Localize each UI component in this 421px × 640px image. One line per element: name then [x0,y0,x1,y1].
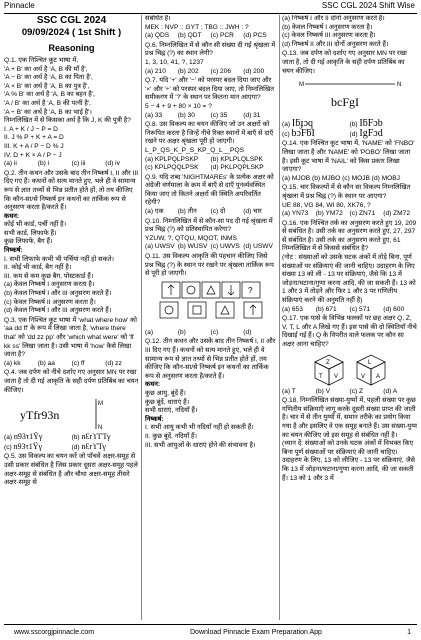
answer-option: (b) 30 [177,111,195,119]
answer-option: (a) निष्कर्ष I और II दोनों अनुसरण करते हैं। [282,15,385,22]
answer-option: (b) IƃFɔb [349,118,383,130]
answer-options [145,68,276,77]
conclusion: I. सभी लिफाफे कभी भी पर्चियां नहीं हो सकते। [4,255,114,263]
svg-text:V: V [333,373,338,380]
svg-text:T: T [318,373,323,380]
answer-options: (a) MJOB (b) MJBO (c) MOJB (d) MOBJ [282,174,400,182]
answer-option: (d) चार [243,208,262,216]
section-heading: Reasoning [48,43,95,53]
question-6 [145,42,276,76]
question-line: Q.10. निम्नलिखित में से कौन-सा पद दी गई श्रृंखला में प्रश्न चिह्न (?) को प्रतिस्थापित करेगा? [145,217,273,234]
column-3 [282,15,417,620]
statement: III. K + A / P − D % J [4,142,64,150]
mirror-figure [282,78,417,118]
question-1 [4,57,139,169]
answer-option: (c) केवल निष्कर्ष II अनुसरण करता है। [4,298,96,306]
answer-option: (a) एक [145,208,164,216]
statement: IV. D + K × A / P − J [4,151,62,159]
footer-website-link[interactable]: www.sscorgjpinnacle.com [14,629,95,636]
conclusions-heading: निष्कर्ष: [145,415,164,423]
column-divider [141,15,142,620]
answer-option: (c) Z [349,387,364,395]
paper-subtitle: 09/09/2024 ( 1st Shift ) [21,27,122,38]
question-15 [282,184,417,218]
question-line: MEK : NVP :: GYT : TBG :: JWH : ? [145,23,249,31]
answer-option: (b) i [37,160,50,168]
answer-option: (c) bɔFƃI [282,127,315,139]
answer-option: (c) KPLPQQLPSK [145,164,199,172]
answer-option: (a) केवल निष्कर्ष I अनुसरण करता है। [4,281,95,289]
svg-text:L: L [367,359,371,366]
header-divider [4,13,417,14]
answer-option: (a) UWSV [145,243,175,251]
mirror-diagram [295,78,405,118]
answer-option: (d) ZM72 [383,210,410,218]
question-text: Q.18. निम्नलिखित संख्या-युग्मों में, पहली संख्या पर कुछ गणितीय संक्रियाएँ लागू करके दूसरी संख्या प्राप्त की जाती है। चार में से तीन युग्मों में, समान तरीके का प्रयोग किया गया है और इसलिए वे एक समूह बनाते हैं। उस संख्या-युग्म का चयन कीजिए जो इस समूह से संबंधित नहीं है। [282,397,417,439]
answer-option: (a) T [282,387,296,395]
question-line: 'A × B' का अर्थ है 'A, B का पुत्र है', [4,82,90,90]
question-line: संबंधित है। [145,15,171,22]
answer-options [4,433,139,452]
header-brand: Pinnacle [4,1,35,10]
question-14 [282,140,417,183]
answer-option: (c) ZN71 [349,210,376,218]
question-line: 'A ÷ B' का अर्थ है 'A, B का भाई है'। [4,108,92,116]
statement: कुछ आयु, बूंदें हैं। [145,389,186,397]
question-5 [4,453,139,487]
mirror-diagram [12,397,132,431]
svg-text:N: N [97,425,102,432]
conclusions-heading: निष्कर्ष: [4,247,23,255]
question-line: YZUW, ?, QTQU, MQOT, INMS [145,234,237,242]
answer-option: (c) n93τ1Ϋγ [4,441,43,451]
answer-option: (c) दो [210,208,226,216]
question-7 [145,77,276,120]
answer-option: (b) YM72 [315,210,343,218]
question-text: Q.17. एक पासे के विभिन्न फलकों पर छह अक्षर Q, Z, V, T, L और A लिखे गए हैं। इस पासे की दो स्थितियाँ नीचे दिखाई गई हैं। Q के विपरीत वाले फलक पर कौन सा अक्षर आना चाहिए? [282,315,417,348]
statements-heading: कथन: [4,212,20,220]
answer-option: (a) ii [4,160,17,168]
svg-text:Z: Z [325,359,330,366]
question-2 [4,170,139,316]
statement: I. A + K / J − P = D [4,125,58,133]
answer-option: (d) केवल निष्कर्ष I और III अनुसरण करते हैं। [4,307,112,315]
page-number: 1 [407,629,411,636]
answer-option: (c) 35 [210,111,228,119]
mirror-figure [4,397,139,431]
conclusion: III. सभी आयुओं के धाराएं होने की संभावना है। [145,441,256,449]
answer-option: (b) केवल निष्कर्ष I और III अनुसरण करते हैं। [4,290,112,298]
answer-option: (b) KPLPLQLSPK [210,155,263,163]
answer-options [282,120,417,139]
question-10 [145,218,276,252]
statement: सभी कार्ड, लिफाफे हैं। [4,229,57,237]
option-figures [159,301,263,327]
question-13 [282,50,417,139]
answer-option: (c) 571 [349,305,371,313]
answer-option: (b) aa [37,359,55,367]
answer-options [145,243,276,252]
question-line: UE 88, VG 84, WI 80, XK76, ? [282,201,371,209]
answer-options [145,329,276,338]
footer-divider [4,624,417,625]
figure-series [145,281,276,299]
answer-option: (c) [210,328,219,336]
answer-option: (c) UWVS [210,243,240,251]
page-header [0,0,421,13]
answer-options [282,388,417,397]
answer-option: (a) KPLPQLPSKP [145,155,199,163]
answer-option: (a) QDS [145,32,170,40]
question-line: Q.7. यदि '+' और '−' को परस्पर बदल दिया जाए और '×' और '÷' को परस्पर बदल दिया जाए, तो निम्नलिखित समीकरण में '?' के स्थान पर कितना मान आएगा? [145,77,274,102]
answer-options [282,306,417,315]
question-line: Q.6. निम्नलिखित में से कौन सी संख्या दी गई श्रृंखला में प्रश्न चिह्न (?) का स्थान लेगी? [145,41,276,58]
answer-option: (b) केवल निष्कर्ष I अनुसरण करता है। [282,23,373,31]
answer-option: (a) Iƃɟɔq [282,118,314,130]
question-text: Q.4. जब दर्पण को नीचे दर्शाए गए अनुसार MN पर रखा जाता है तो दी गई आकृति के सही दर्पण प्रतिबिंब का चयन कीजिए। [4,369,139,394]
header-exam-title: SSC CGL 2024 Shift Wise [321,1,415,10]
answer-option: (a) kk [4,359,21,367]
answer-option: (a) n93τ1Ϋγ [4,432,43,442]
question-line: Q.9. यदि शब्द 'NIGHTMAREs' के प्रत्येक अक्षर को अंग्रेजी वर्णमाला के क्रम में बाएँ से दाएँ पुनर्व्यवस्थित किया जाए तो कितने अक्षरों की स्थिति अपरिवर्तित रहेगी? [145,173,274,207]
question-line: 'A − B' का अर्थ है 'A, B का पिता है', [4,74,93,82]
question-text: Q.2. तीन कथन और उसके बाद तीन निष्कर्ष I, II और III दिए गए हैं। कथनों को सत्य मानते हुए, भले ही वे सामान्य रूप से ज्ञात तथ्यों से भिन्न प्रतीत होते हों, तो तय कीजिए कि कौन-सा/से निष्कर्ष इन कथनों का तार्किक रूप से अनुसरण करता है/करते हैं। [4,169,139,212]
answer-option: (c) ff [71,359,85,367]
answer-option: (c) PCR [210,32,234,40]
answer-option: (b) 202 [177,67,199,75]
statement: कुछ बूंदें, धाराएं हैं। [145,398,190,406]
question-line: L_P_QS_K_P_S_KP_Q_L__PQS [145,146,244,154]
answer-option: (c) iii [71,160,86,168]
question-line: 'A % B' का अर्थ है 'A, B का बहन है', [4,91,95,99]
conclusion: II. कोई भी कार्ड, बैग नहीं है। [4,264,72,272]
answer-option: (d) iv [105,160,120,168]
series-figures [161,281,261,299]
answer-option: (b) WUSV [177,243,208,251]
page-footer [0,626,421,640]
question-line: 5 − 4 + 9 + 80 × 10 = ? [145,102,212,110]
question-text: Q.13. जब दर्पण को दर्शाए गए अनुसार MN पर रखा जाता है, तो दी गई आकृति के सही दर्पण प्रतिबिंब का चयन कीजिए। [282,50,407,75]
answer-figures [145,301,276,327]
answer-option: (d) 31 [243,111,261,119]
answer-option: (d) निष्कर्ष II और III दोनों अनुसरण करते हैं। [282,40,389,48]
answer-options [145,32,276,41]
answer-option: (a) YN73 [282,210,309,218]
question-line: Q.15. चार विकल्पों में से कौन सा विकल्प निम्नलिखित श्रृंखला में प्रश्न चिह्न (?) के स्थान पर आएगा? [282,184,411,200]
statement: सभी धाराएं, नदियाँ हैं। [145,407,198,415]
svg-text:A: A [375,373,380,380]
question-line: निम्नलिखित में से किसका अर्थ है कि J, K की पुत्री है? [4,117,131,125]
question-3 [4,317,139,369]
answer-option: (d) A [383,387,398,395]
answer-option: (d) USWV [243,243,273,251]
answer-options [145,156,276,173]
answer-option: (a) 33 [145,111,163,119]
answer-option: (b) तीन [177,208,197,216]
answer-option: (b) nƐrϒΓΤγ [71,432,111,442]
answer-option: (a) 210 [145,67,166,75]
question-line: Q.11. उस विकल्प आकृति की पहचान कीजिए जिसे प्रश्न चिह्न (?) के स्थान पर रखने पर श्रृंखला तार्किक रूप से पूरी हो जाएगी। [145,253,274,278]
question-11 [145,253,276,337]
svg-text:N: N [396,82,401,89]
figure-text: yTfr93n [19,408,59,423]
conclusion: III. कम से कम कुछ बैग, पोस्टकार्ड हैं। [4,272,94,280]
question-12 [145,338,276,450]
svg-text:V: V [360,373,365,380]
question-line: Q.1. एक निश्चित कूट भाषा में, [4,57,79,64]
dice-position-2 [353,352,389,386]
answer-option: (d) 600 [383,305,405,313]
answer-option: (a) [145,328,154,336]
answer-option: (d) nƐrϒΤγ [71,441,106,451]
answer-option: (d) PCS [243,32,267,40]
answer-option: (d) [243,328,252,336]
question-text: Q.14. एक निश्चित कूट भाषा में, 'NAME' को 'FNBO' लिखा जाता है और 'NAME' को 'POBO' लिखा जाता है। इसी कूट भाषा में 'NAIL' को किस प्रकार लिखा जाएगा? [282,140,415,174]
question-16 [282,220,417,315]
answer-option: (b) [177,328,186,336]
question-text: Q.5. उस विकल्प का चयन करें जो पाँचवें अक्षर-समूह से उसी प्रकार संबंधित है जिस प्रकार दूसरा अक्षर-समूह पहले अक्षर-समूह से संबंधित है और चौथा अक्षर-समूह तीसरे अक्षर-समूह से [4,453,138,487]
question-line: 'A / B' का अर्थ है 'A, B की पत्नी है', [4,99,92,107]
answer-options [4,160,139,169]
statement: कुछ लिफाफे, बैग हैं। [4,238,53,246]
statement: II. J % P + K + A = D [4,134,64,142]
question-note: (नोट : संख्याओं को उसके घटक अंकों में तोड़े बिना, पूर्ण संख्याओं पर संक्रियाएं की जानी चाहिए। उदाहरण के लिए संख्या 13 को ली - 13 पर संक्रियाएं, जैसे कि 13 में जोड़ना/घटाना/गुणा करना आदि, की जा सकती हैं। 13 को 1 और 3 में तोड़ने और फिर 1 और 3 पर गणितीय संक्रियाएं करने की अनुमति नहीं है) [282,254,416,305]
svg-text:?: ? [247,285,252,295]
column-divider [279,15,280,620]
question-text: Q.3. एक निश्चित कूट भाषा में 'what where how' को 'aa dd ff' के रूप में लिखा जाता है, 'where there that' को 'dd zz pp' और 'which what were' को 'ff kk ss' लिखा जाता है। उसी भाषा में 'how' कैसे लिखा जाता है? [4,316,137,359]
dice-position-1 [311,352,347,386]
answer-option: (c) केवल निष्कर्ष III अनुसरण करता है। [282,32,376,40]
svg-text:M: M [97,401,103,408]
paper-title: SSC CGL 2024 [36,15,107,26]
question-line: Q.16. एक निश्चित तर्क का अनुसरण करते हुए 19, 209 से संबंधित है। उसी तर्क का अनुसरण करते हुए, 27, 297 से संबंधित है। उसी तर्क का अनुसरण करते हुए, 61 निम्नलिखित में से किससे संबंधित है? [282,219,417,253]
question-text: Q.12. तीन कथन और उसके बाद तीन निष्कर्ष I, II और III दिए गए हैं। कथनों को सत्य मानते हुए, भले ही वे सामान्य रूप से ज्ञात तथ्यों से भिन्न प्रतीत होते हों, तय कीजिए कि कौन-सा/से निष्कर्ष इन कथनों का तार्किक रूप से अनुसरण करता है/करते हैं। [145,338,276,380]
svg-text:M: M [298,82,304,89]
answer-option: (c) 206 [210,67,232,75]
conclusion: I. सभी आयु कभी भी नदियाँ नहीं हो सकती हैं। [145,424,254,432]
answer-options [145,112,276,121]
question-line: 'A + B' का अर्थ है 'A, B की माँ है', [4,65,88,73]
statement: कोई भी कार्ड, पर्ची नहीं है। [4,221,67,229]
question-18 [282,397,417,483]
conclusion: II. कुछ बूंदें, नदियाँ हैं। [145,432,198,440]
question-line: Q.8. उस विकल्प का चयन कीजिए जो उन अक्षरों को निरूपित करता है जिन्हें नीचे रिक्त स्थानों में बाएँ से दाएँ रखने पर अक्षर श्रृंखला पूरी हो जाएगी। [145,121,274,146]
question-note: (ध्यान दें: संख्याओं को उनके घटक अंकों में विभक्त किए बिना पूर्ण संख्याओं पर संक्रियाएं की जानी चाहिए। उदाहरण के लिए, 13 को लीजिए - 13 पर संक्रियाएं, जैसे कि 13 में जोड़ना/घटाना/गुणा करना आदि, की जा सकती हैं। 13 को 1 और 3 में [282,440,415,482]
answer-option: (b) QDT [177,32,202,40]
answer-option: (d) IgFɔd [349,127,383,139]
column-1 [4,15,139,620]
figure-text: bcFgI [330,95,359,110]
answer-options [282,210,417,219]
answer-option: (a) 653 [282,305,303,313]
question-17 [282,315,417,396]
question-9 [145,174,276,217]
question-12-answers [282,15,417,49]
answer-options [4,360,139,369]
question-line: 1, 3, 10, 41, ?, 1237 [145,58,204,66]
answer-option: (d) 200 [243,67,265,75]
answer-option: (b) 671 [315,305,337,313]
question-8 [145,121,276,173]
dice-figures [282,352,417,386]
answer-option: (d) zz [105,359,122,367]
question-5-continued [145,15,276,41]
question-4 [4,369,139,452]
answer-option: (b) V [315,387,331,395]
column-2 [145,15,276,620]
footer-app-promo: Download Pinnacle Exam Preparation App [190,629,322,636]
answer-options [145,208,276,217]
statements-heading: कथन: [145,381,161,389]
answer-option: (d) PKLPQPLSKP [210,164,264,172]
